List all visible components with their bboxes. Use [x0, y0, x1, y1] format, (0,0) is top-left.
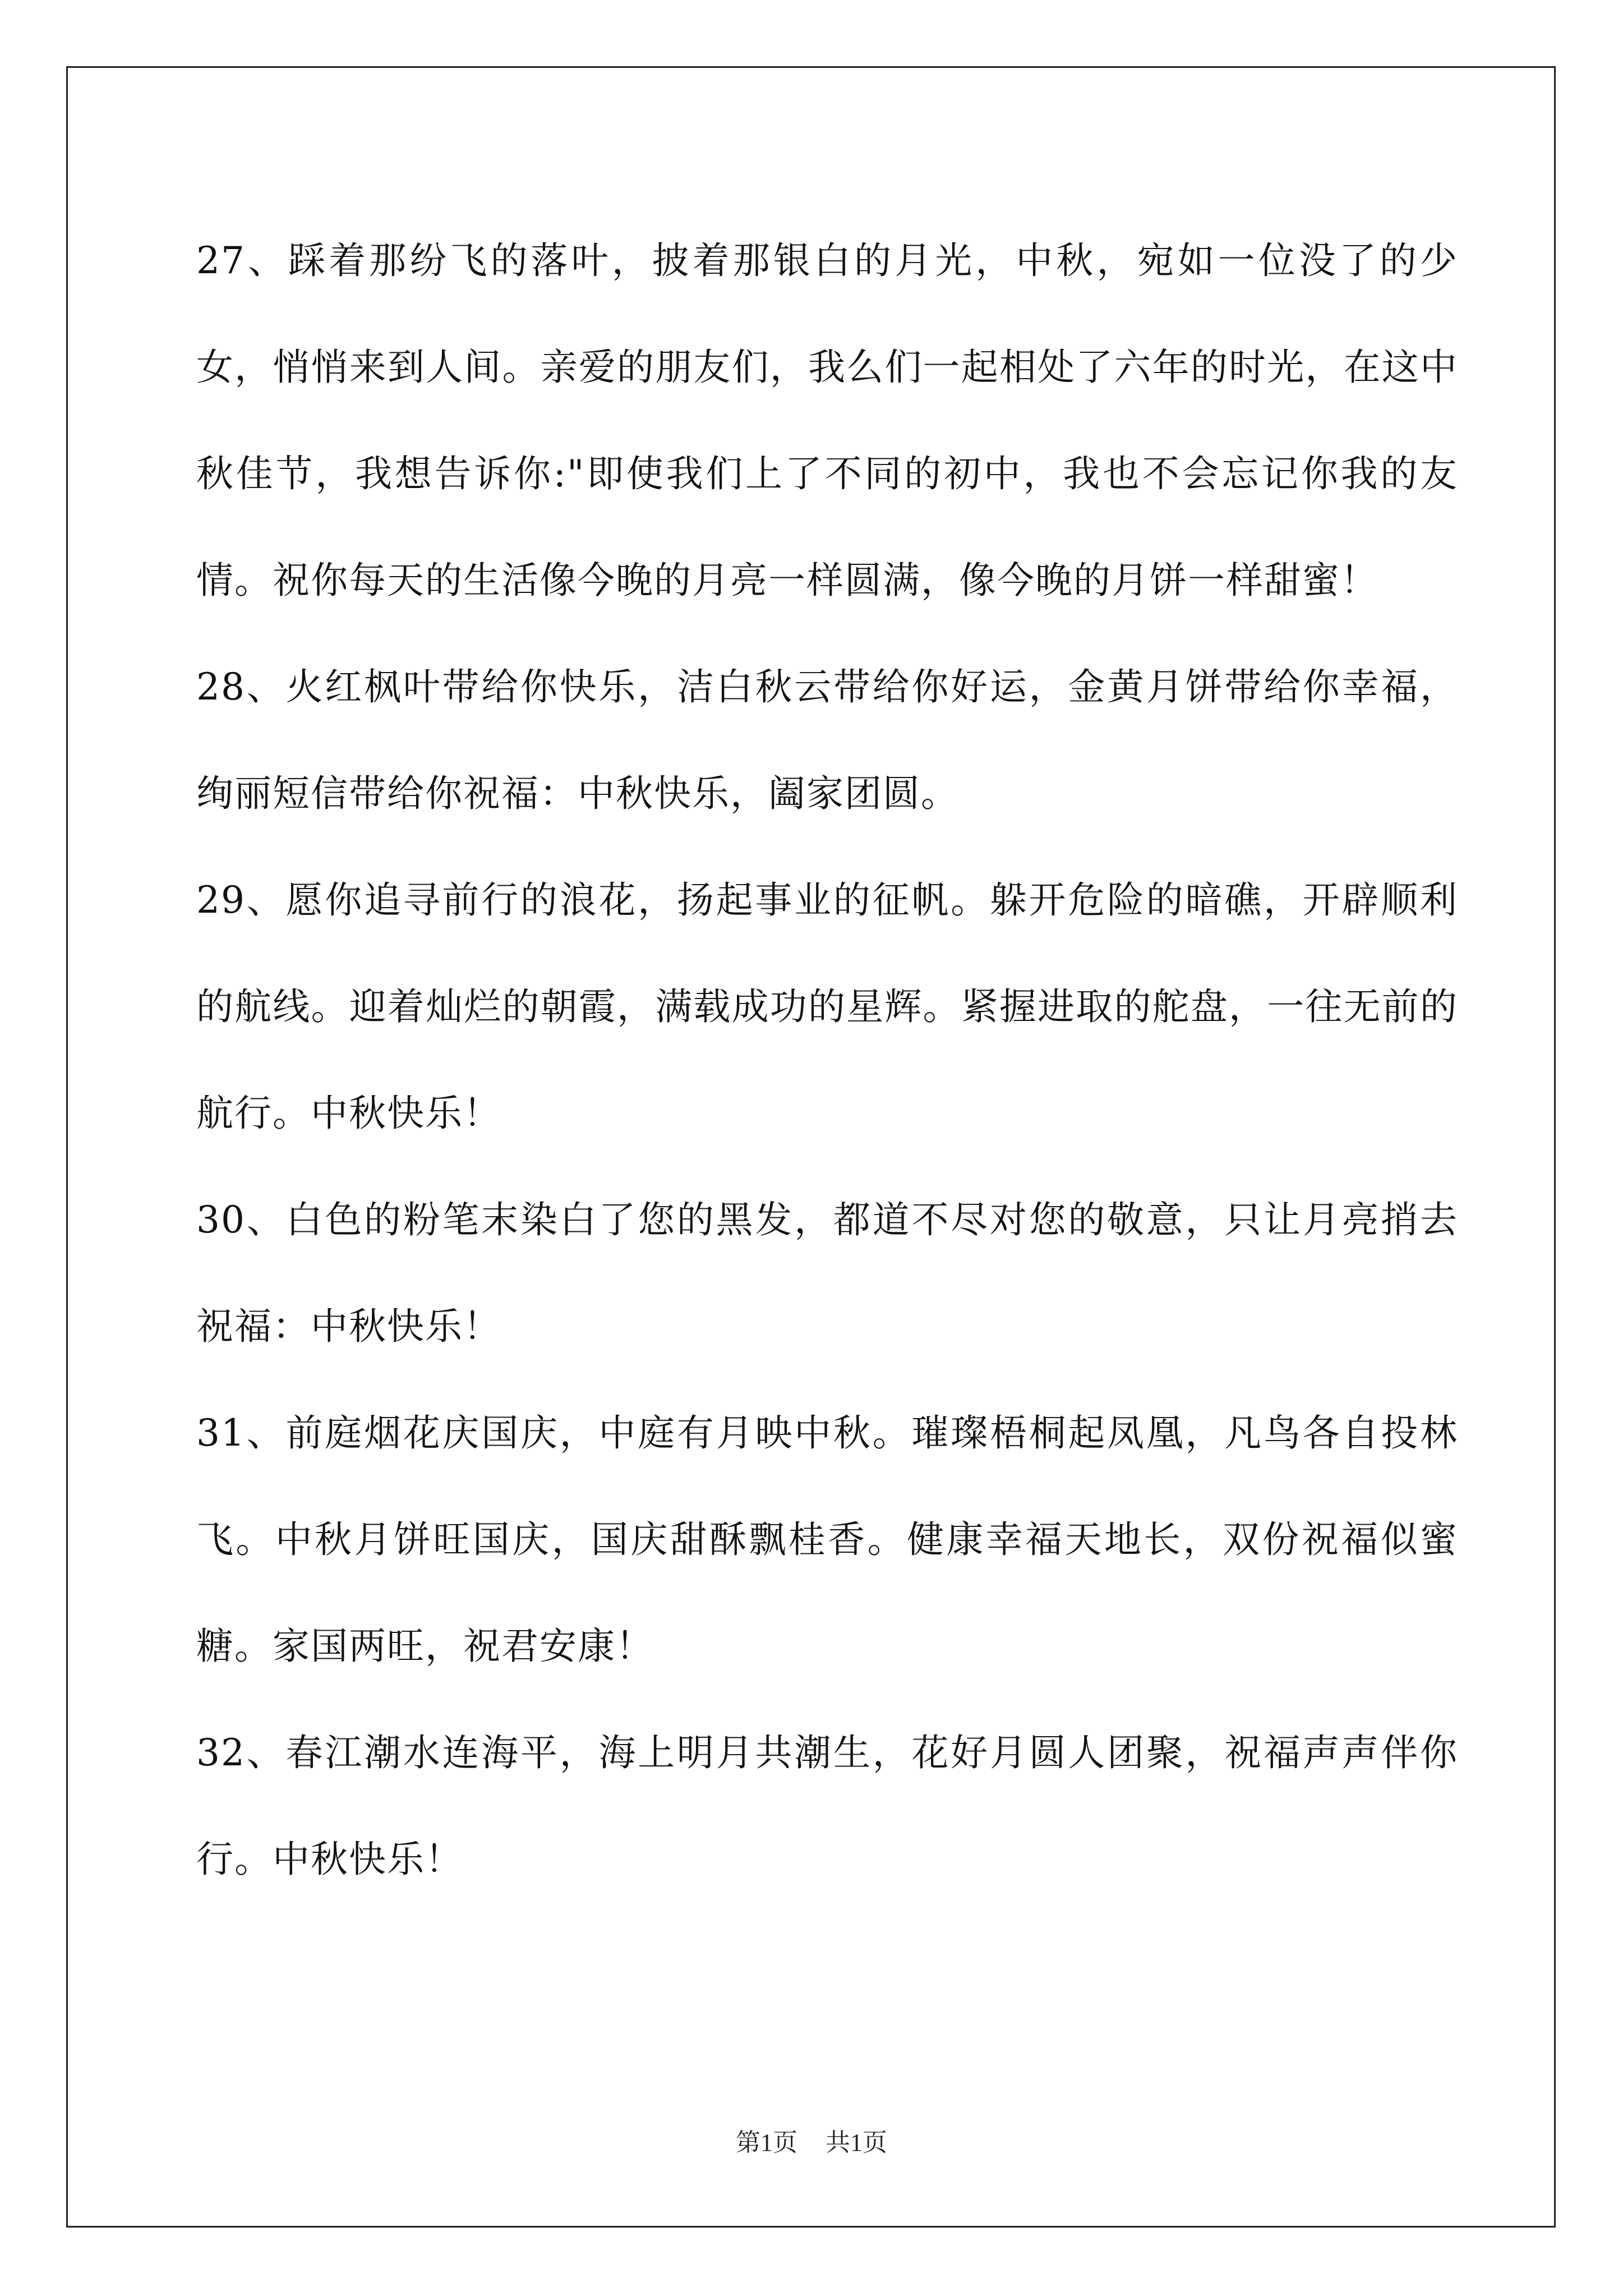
- entry-32: 32、春江潮水连海平，海上明月共潮生，花好月圆人团聚，祝福声声伴你行。中秋快乐！: [196, 1731, 1458, 1881]
- entry-27: 27、踩着那纷飞的落叶，披着那银白的月光，中秋，宛如一位没了的少女，悄悄来到人间。亲爱的朋友们，我么们一起相处了六年的时光，在这中秋佳节，我想告诉你:"即使我们上了不同的初中，我也不会忘记你我的友情。祝你每天的生活像今晚的月亮一样圆满，像今晚的月饼一样甜蜜！: [196, 239, 1458, 602]
- entry-29: 29、愿你追寻前行的浪花，扬起事业的征帆。躲开危险的暗礁，开辟顺利的航线。迎着灿烂的朝霞，满载成功的星辉。紧握进取的舵盘，一往无前的航行。中秋快乐！: [196, 878, 1458, 1135]
- entry-28: 28、火红枫叶带给你快乐，洁白秋云带给你好运，金黄月饼带给你幸福，绚丽短信带给你祝福：中秋快乐，阖家团圆。: [196, 665, 1458, 815]
- page-total: 共1页: [826, 2129, 887, 2156]
- document-body: [196, 208, 1458, 1913]
- page-number: 第1页: [736, 2129, 797, 2156]
- page-footer: [0, 2126, 1623, 2160]
- entry-30: 30、白色的粉笔末染白了您的黑发，都道不尽对您的敬意，只让月亮捎去祝福：中秋快乐！: [196, 1198, 1458, 1348]
- entry-31: 31、前庭烟花庆国庆，中庭有月映中秋。璀璨梧桐起凤凰，凡鸟各自投林飞。中秋月饼旺国庆，国庆甜酥飘桂香。健康幸福天地长，双份祝福似蜜糖。家国两旺，祝君安康！: [196, 1411, 1458, 1668]
